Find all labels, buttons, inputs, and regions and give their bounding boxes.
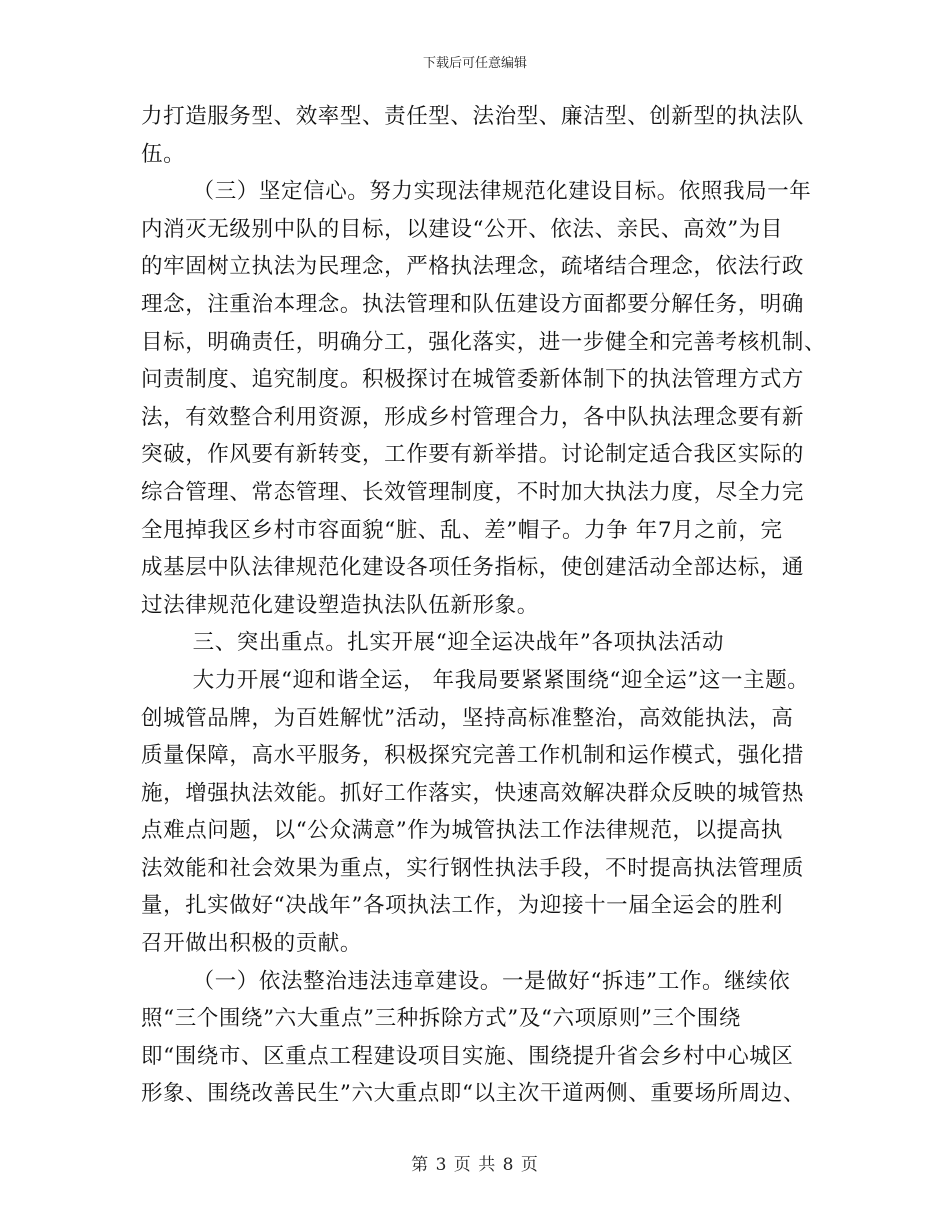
page-footer: 第 3 页 共 8 页	[411, 1155, 539, 1175]
page-header: 下载后可任意编辑	[422, 56, 527, 71]
text-line: 法，有效整合利用资源，形成乡村管理合力，各中队执法理念要有新	[141, 404, 805, 430]
document-body	[141, 98, 827, 1113]
heading-line: 三、突出重点。扎实开展“迎全运决战年”各项执法活动	[192, 630, 725, 656]
text-line: 力打造服务型、效率型、责任型、法治型、廉洁型、创新型的执法队	[141, 104, 805, 129]
paragraph-section-3	[141, 173, 827, 624]
text-line: 过法律规范化建设塑造执法队伍新形象。	[141, 592, 539, 618]
paragraph-campaign	[141, 662, 817, 963]
text-line: 全甩掉我区乡村市容面貌“脏、乱、差”帽子。力争 年7月之前，完	[141, 517, 783, 543]
text-line: （一）依法整治违法违章建设。一是做好“拆违”工作。继续依	[192, 968, 791, 994]
text-line: 综合管理、常态管理、长效管理制度，不时加大执法力度，尽全力完	[141, 479, 805, 505]
text-line: 伍。	[141, 141, 186, 167]
paragraph-continuation	[141, 98, 817, 173]
text-line: 的牢固树立执法为民理念，严格执法理念，疏堵结合理念，依法行政	[141, 254, 805, 280]
text-line: （三）坚定信心。努力实现法律规范化建设目标。依照我局一年	[192, 179, 812, 205]
text-line: 召开做出积极的贡献。	[141, 931, 363, 957]
text-line: 内消灭无级别中队的目标，以建设“公开、依法、亲民、高效”为目	[141, 216, 783, 242]
text-line: 量，扎实做好“决战年”各项执法工作，为迎接十一届全运会的胜利	[141, 893, 783, 919]
text-line: 点难点问题，以“公众满意”作为城管执法工作法律规范，以提高执	[141, 818, 783, 844]
text-line: 问责制度、追究制度。积极探讨在城管委新体制下的执法管理方式方	[141, 367, 805, 393]
text-line: 即“围绕市、区重点工程建设项目实施、围绕提升省会乡村中心城区	[141, 1043, 794, 1069]
text-line: 质量保障，高水平服务，积极探究完善工作机制和运作模式，强化措	[141, 743, 805, 769]
section-heading	[141, 624, 817, 662]
text-line: 大力开展“迎和谐全运， 年我局要紧紧围绕“迎全运”这一主题。	[192, 667, 810, 693]
paragraph-subsection-1	[141, 963, 817, 1113]
text-line: 理念，注重治本理念。执法管理和队伍建设方面都要分解任务，明确	[141, 291, 805, 317]
text-line: 法效能和社会效果为重点，实行钢性执法手段，不时提高执法管理质	[141, 855, 805, 881]
text-line: 施，增强执法效能。抓好工作落实，快速高效解决群众反映的城管热	[141, 780, 805, 806]
text-line: 突破，作风要有新转变，工作要有新举措。讨论制定适合我区实际的	[141, 442, 805, 468]
text-line: 形象、围绕改善民生”六大重点即“以主次干道两侧、重要场所周边、	[141, 1081, 806, 1107]
text-line: 目标，明确责任，明确分工，强化落实，进一步健全和完善考核机制、	[141, 329, 827, 355]
text-line: 成基层中队法律规范化建设各项任务指标，使创建活动全部达标，通	[141, 555, 805, 581]
text-line: 创城管品牌，为百姓解忧”活动，坚持高标准整治，高效能执法，高	[141, 705, 794, 731]
text-line: 照“三个围绕”六大重点”三种拆除方式”及“六项原则”三个围绕	[141, 1006, 741, 1032]
